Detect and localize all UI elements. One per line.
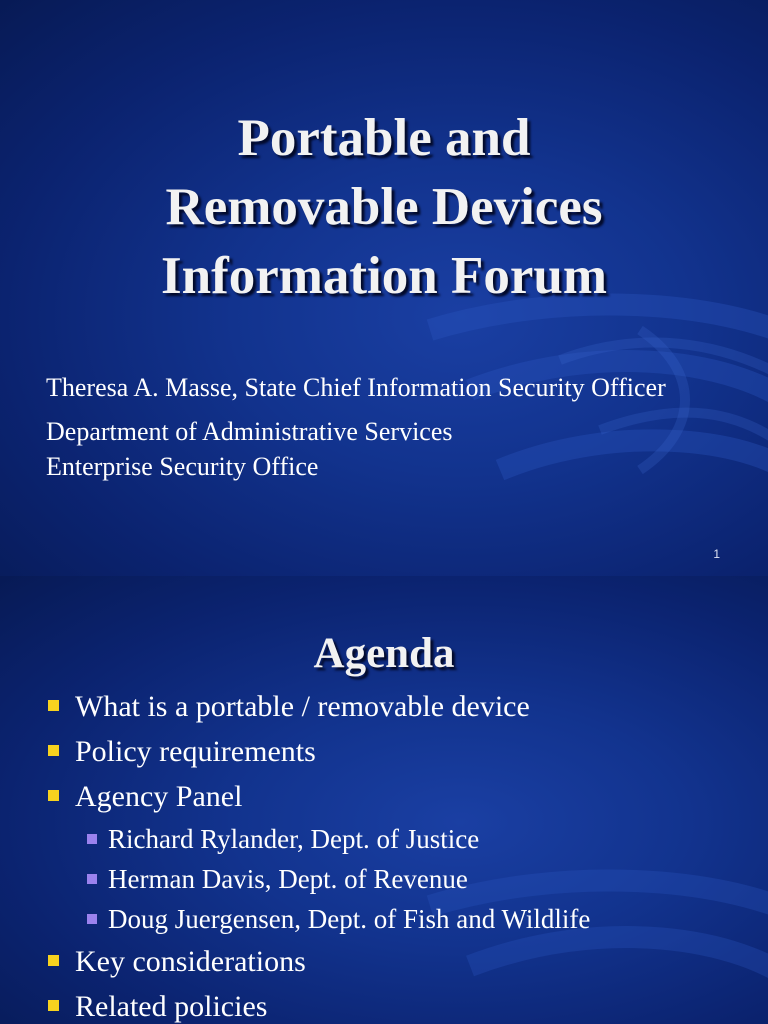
list-item-text: Policy requirements [75,735,316,768]
agenda-slide [0,576,768,1024]
agenda-list [46,684,746,1024]
list-item-text: Agency Panel [75,780,243,813]
list-item [46,729,746,774]
sub-bullet-marker-icon [87,874,97,884]
office-name: Enterprise Security Office [46,452,319,481]
title-line: Information Forum [160,247,608,305]
page-number: 1 [713,547,720,561]
sub-list-item [46,859,746,899]
title-line: Removable Devices [165,178,603,236]
list-item-text: Related policies [75,990,268,1023]
sub-bullet-marker-icon [87,914,97,924]
bullet-marker-icon [48,700,59,711]
department-name: Department of Administrative Services Enterprise Security Office [46,417,453,481]
sub-list-item [46,899,746,939]
sub-list-item-text: Richard Rylander, Dept. of Justice [108,824,480,854]
list-item [46,984,746,1024]
sub-list-item [46,819,746,859]
list-item-text: Key considerations [75,945,306,978]
list-item [46,939,746,984]
bullet-marker-icon [48,745,59,756]
title-line: Portable and [237,109,531,167]
presenter-name: Theresa A. Masse, State Chief Information Security Officer [46,373,666,402]
list-item-text: What is a portable / removable device [75,690,530,723]
bullet-marker-icon [48,1000,59,1011]
sub-list-item-text: Doug Juergensen, Dept. of Fish and Wildlife [108,904,591,934]
slide-title [0,104,768,311]
bullet-marker-icon [48,790,59,801]
slide-subtitle [46,370,696,493]
sub-list-item-text: Herman Davis, Dept. of Revenue [108,864,468,894]
list-item [46,774,746,819]
list-item [46,684,746,729]
slide-title: Agenda [313,630,455,677]
sub-bullet-marker-icon [87,834,97,844]
bullet-marker-icon [48,955,59,966]
